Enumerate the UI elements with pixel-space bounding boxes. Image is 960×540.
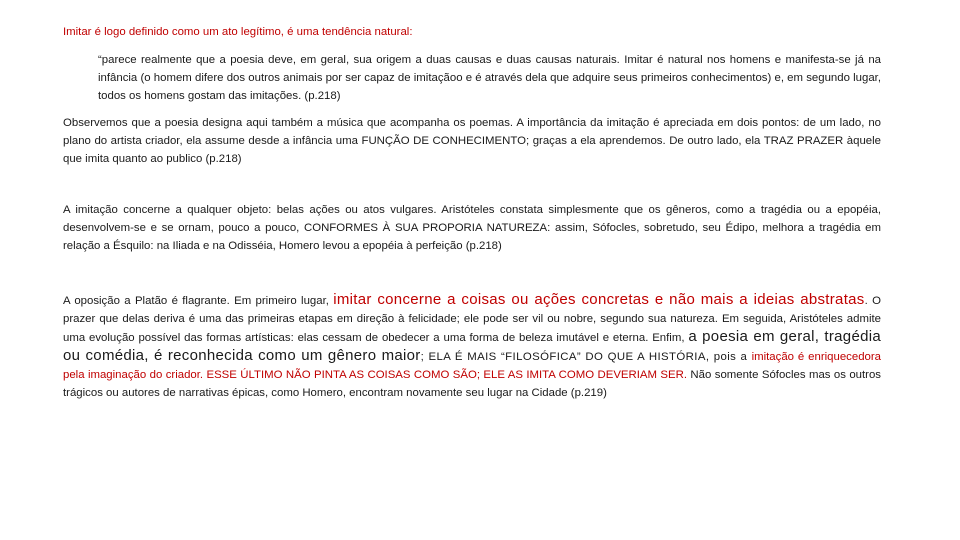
opposition-paragraph: [63, 291, 881, 402]
opposition-highlight-2: imitação é enriquecedora pela imaginação do criador. ESSE ÚLTIMO NÃO PINTA AS COISAS COMO SÃO; ELE AS IMITA COMO DEVERIAM SER.: [63, 351, 882, 381]
opposition-text-1: A oposição a Platão é flagrante. Em primeiro lugar,: [63, 295, 334, 307]
imitation-paragraph: A imitação concerne a qualquer objeto: belas ações ou atos vulgares. Aristóteles constata simplesmente que os gêneros, como a tragédia ou a epopéia, desenvolvem-se e se ornam, pouco a pouco, CONFORMES À SUA PROPORIA NATUREZA: assim, Sófocles, sobretudo, seu Édipo, melhora a tragédia em relação a Ésquilo: na Iliada e na Odisséia, Homero levou a epopéia à perfeição (p.218): [63, 204, 881, 252]
opposition-text-4: Não somente Sófocles mas os outros trágicos ou autores de narrativas épicas, como Homero, encontram novamente seu lugar na Cidade (p.219): [63, 369, 881, 399]
opposition-highlight-1: imitar concerne a coisas ou ações concretas e não mais a ideias abstratas: [333, 291, 865, 308]
opposition-text-3: ; ELA É MAIS “FILOSÓFICA” DO QUE A HISTÓRIA, pois a: [420, 351, 752, 363]
quote-paragraph: “parece realmente que a poesia deve, em geral, sua origem a duas causas e duas causas naturais. Imitar é natural nos homens e manifesta-se já na infância (o homem difere dos outros animais por ser capaz de imitaçãoo e é através dela que adquire seus primeiros conhecimentos) e, em segundo lugar, todos os homens gostam das imitações. (p.218): [98, 54, 881, 102]
opposition-text-2: . O prazer que delas deriva é uma das primeiras etapas em direção à felicidade; ele pode ser vil ou nobre, segundo sua natureza. Em seguida, Aristóteles admite uma evolução possível das formas artísticas: elas cessam de obedecer a uma forma de beleza imutável e eterna. Enfim,: [63, 295, 881, 344]
heading: Imitar é logo definido como um ato legítimo, é uma tendência natural:: [63, 26, 413, 38]
opposition-emphasis: a poesia em geral, tragédia ou comédia, é reconhecida como um gênero maior: [63, 328, 881, 364]
observation-paragraph: Observemos que a poesia designa aqui também a música que acompanha os poemas. A importância da imitação é apreciada em dois pontos: de um lado, no plano do artista criador, ela assume desde a infância uma FUNÇÃO DE CONHECIMENTO; graças a ela aprendemos. De outro lado, ela TRAZ PRAZER àquele que imita quanto ao publico (p.218): [63, 117, 881, 165]
